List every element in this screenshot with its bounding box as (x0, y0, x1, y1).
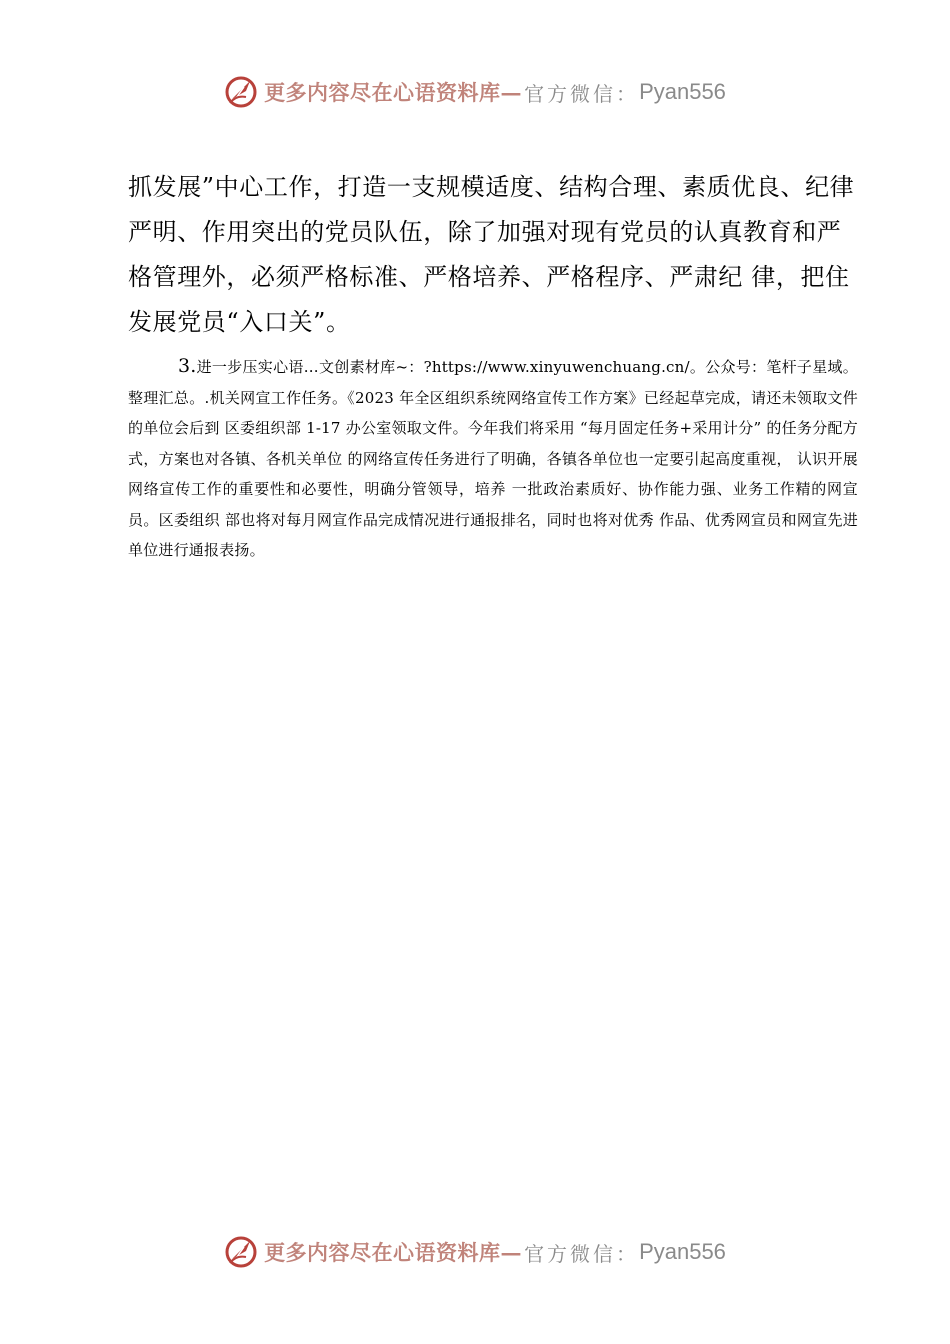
header-wechat-label: 官方微信： (524, 81, 640, 106)
quill-logo-icon (224, 75, 258, 109)
footer-wechat-id: Pyan556 (639, 1239, 726, 1264)
quill-logo-icon (224, 1235, 258, 1269)
footer-wechat-label: 官方微信： (524, 1241, 640, 1266)
footer-banner-text: 更多内容尽在心语资料库— (264, 1240, 523, 1265)
numbered-item (128, 351, 858, 566)
header-wechat-id: Pyan556 (639, 79, 726, 104)
footer-banner (0, 1232, 950, 1272)
item-number: 3. (178, 355, 197, 377)
header-banner (0, 72, 950, 112)
header-banner-text: 更多内容尽在心语资料库— (264, 80, 523, 105)
item-text: 进一步压实心语…文创素材库~：?https://www.xinyuwenchuang.cn/。公众号：笔杆子星域。整理汇总。.机关网宣工作任务。《2023 年全区组织系统网络宣传工作方案》已经起草完成，请还未领取文件的单位会后到 区委组织部 1-17 办公室领取文件。今年我们将采用 “每月固定任务+采用计分” 的任务分配方式，方案也对各镇、各机关单位 的网络宣传任务进行了明确，各镇各单位也一定要引起高度重视， 认识开展网络宣传工作的重要性和必要性，明确分管领导，培养 一批政治素质好、协作能力强、业务工作精的网宣员。区委组织 部也将对每月网宣作品完成情况进行通报排名，同时也将对优秀 作品、优秀网宣员和网宣先进单位进行通报表扬。 (128, 358, 858, 559)
main-paragraph: 抓发展”中心工作，打造一支规模适度、结构合理、素质优良、纪律严明、作用突出的党员队伍，除了加强对现有党员的认真教育和严格管理外，必须严格标准、严格培养、严格程序、严肃纪 律，把住发展党员“入口关”。 (128, 173, 855, 336)
